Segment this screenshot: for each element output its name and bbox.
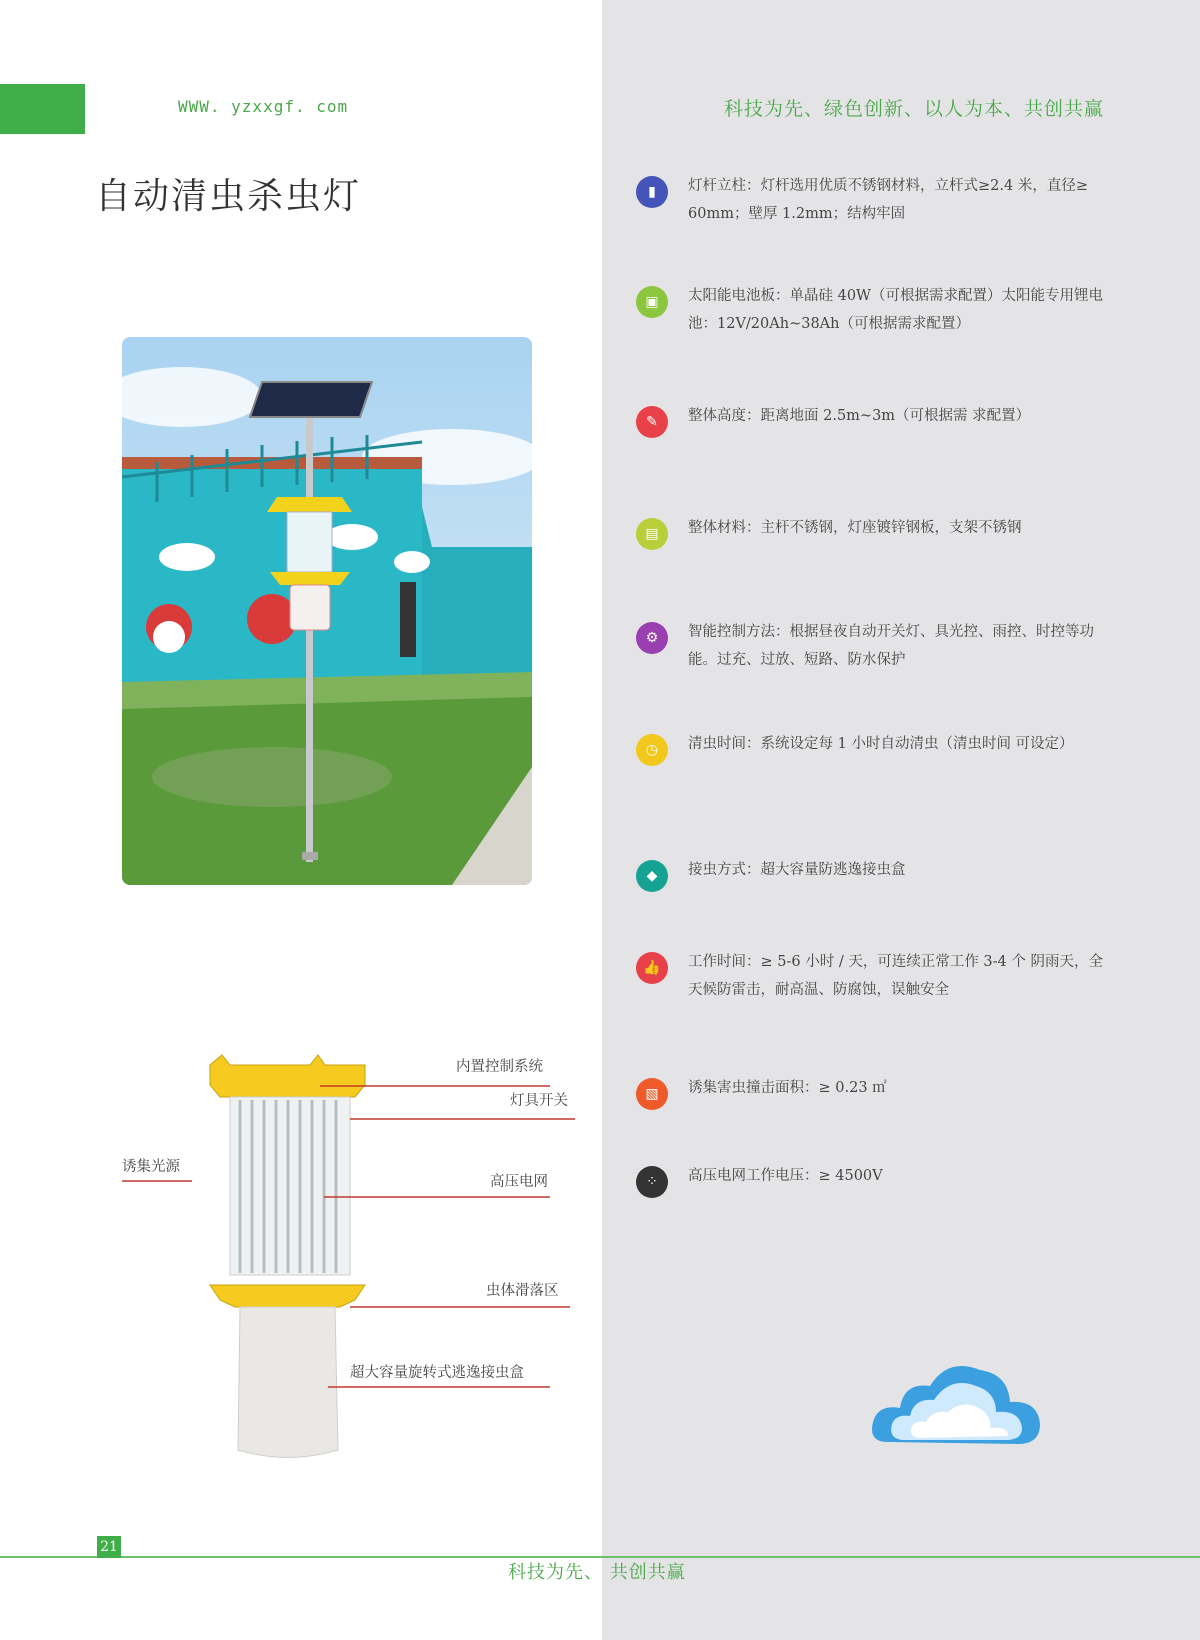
feature-text: 整体高度：距离地面 2.5m~3m（可根据需 求配置） <box>688 408 1031 424</box>
thumbs-up-icon: 👍 <box>636 952 668 984</box>
website-url[interactable]: WWW. yzxxgf. com <box>178 97 349 116</box>
feature-text: 高压电网工作电压：≥ 4500V <box>688 1168 883 1184</box>
page-title: 自动清虫杀虫灯 <box>95 176 362 217</box>
feature-text: 太阳能电池板：单晶硅 40W（可根据需求配置）太阳能专用锂电池：12V/20Ah~38Ah（可根据需求配置） <box>688 288 1103 332</box>
product-photo <box>122 337 532 885</box>
lamp-diagram <box>110 1045 590 1465</box>
feature-text: 智能控制方法：根据昼夜自动开关灯、具光控、雨控、时控等功能。过充、过放、短路、防水保护 <box>688 624 1094 668</box>
callout-control-system: 内置控制系统 <box>456 1059 543 1075</box>
clock-icon: ◷ <box>636 734 668 766</box>
pole-icon: ▮ <box>636 176 668 208</box>
feature-text: 工作时间：≥ 5-6 小时 / 天，可连续正常工作 3-4 个 阴雨天，全天候防雷击，耐高温、防腐蚀，误触安全 <box>688 954 1103 998</box>
callout-hv-grid: 高压电网 <box>490 1174 548 1190</box>
shield-icon: ◆ <box>636 860 668 892</box>
cloud-icon <box>868 1352 1048 1456</box>
solar-panel-icon: ▣ <box>636 286 668 318</box>
page-number: 21 <box>97 1536 121 1558</box>
area-icon: ▧ <box>636 1078 668 1110</box>
callout-light-source: 诱集光源 <box>122 1159 180 1175</box>
gear-icon: ⚙ <box>636 622 668 654</box>
feature-text: 清虫时间：系统设定每 1 小时自动清虫（清虫时间 可设定） <box>688 736 1074 752</box>
height-icon: ✎ <box>636 406 668 438</box>
callout-slide-area: 虫体滑落区 <box>486 1283 559 1299</box>
feature-text: 整体材料：主杆不锈钢，灯座镀锌钢板，支架不锈钢 <box>688 520 1022 536</box>
feature-text: 灯杆立柱：灯杆选用优质不锈钢材料，立杆式≥2.4 米，直径≥ 60mm；壁厚 1.2mm；结构牢固 <box>688 178 1088 222</box>
header-green-tab <box>0 84 85 134</box>
callout-lamp-switch: 灯具开关 <box>510 1093 568 1109</box>
callout-collector-box: 超大容量旋转式逃逸接虫盒 <box>350 1365 524 1381</box>
feature-text: 诱集害虫撞击面积：≥ 0.23 ㎡ <box>688 1080 887 1096</box>
footer-slogan: 科技为先、 共创共赢 <box>508 1562 686 1583</box>
header-slogan: 科技为先、绿色创新、以人为本、共创共赢 <box>724 98 1105 120</box>
material-icon: ▤ <box>636 518 668 550</box>
voltage-icon: ⁘ <box>636 1166 668 1198</box>
feature-text: 接虫方式：超大容量防逃逸接虫盒 <box>688 862 906 878</box>
